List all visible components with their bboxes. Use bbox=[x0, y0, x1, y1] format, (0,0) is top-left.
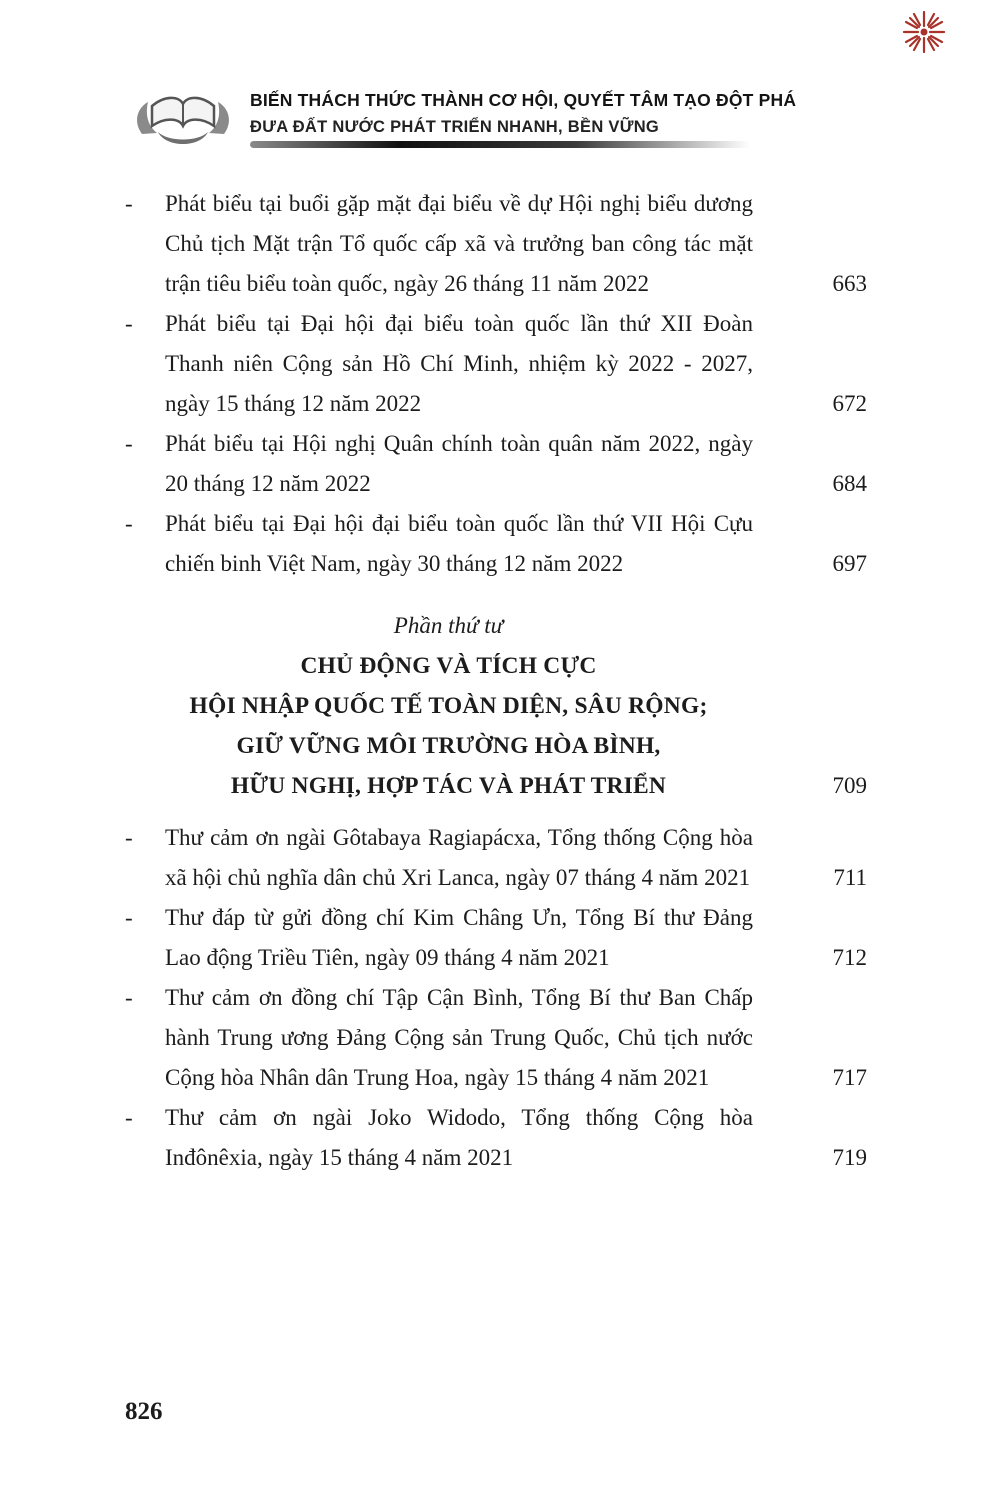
lotus-book-logo-icon bbox=[128, 82, 238, 152]
toc-entry-page: 717 bbox=[832, 1065, 867, 1090]
part-title-line: HỘI NHẬP QUỐC TẾ TOÀN DIỆN, SÂU RỘNG; bbox=[189, 693, 708, 719]
toc-entry bbox=[125, 184, 867, 304]
toc-entry bbox=[125, 978, 867, 1098]
part-page-number: 709 bbox=[832, 773, 867, 798]
toc-entry-title: Phát biểu tại buổi gặp mặt đại biểu về dự Hội nghị biểu dương Chủ tịch Mặt trận Tổ quốc cấp xã và trưởng ban công tác mặt trận tiêu biểu toàn quốc, ngày 26 tháng 11 năm 2022 bbox=[165, 191, 753, 296]
header-motto-line1: BIẾN THÁCH THỨC THÀNH CƠ HỘI, QUYẾT TÂM TẠO ĐỘT PHÁ bbox=[250, 90, 797, 110]
header-motto-line2: ĐƯA ĐẤT NƯỚC PHÁT TRIỂN NHANH, BỀN VỮNG bbox=[250, 118, 660, 136]
toc-entry-dash: - bbox=[125, 1105, 133, 1130]
toc-entry-page: 719 bbox=[832, 1145, 867, 1170]
toc-entry bbox=[125, 1098, 867, 1178]
toc-entry-page: 672 bbox=[832, 391, 867, 416]
header-text bbox=[250, 82, 796, 148]
toc-entry-title: Phát biểu tại Hội nghị Quân chính toàn quân năm 2022, ngày 20 tháng 12 năm 2022 bbox=[165, 431, 753, 496]
toc-entry-dash: - bbox=[125, 905, 133, 930]
part-title-line: HỮU NGHỊ, HỢP TÁC VÀ PHÁT TRIỂN bbox=[230, 773, 667, 799]
table-of-contents bbox=[125, 184, 867, 1178]
toc-entry-title: Thư cảm ơn đồng chí Tập Cận Bình, Tổng Bí thư Ban Chấp hành Trung ương Đảng Cộng sản Trung Quốc, Chủ tịch nước Cộng hòa Nhân dân Trung Hoa, ngày 15 tháng 4 năm 2021 bbox=[165, 985, 753, 1090]
red-star-emblem-icon bbox=[900, 8, 948, 56]
toc-entry-dash: - bbox=[125, 311, 133, 336]
toc-entry-page: 697 bbox=[832, 551, 867, 576]
part-heading bbox=[125, 606, 867, 806]
part-title-line: CHỦ ĐỘNG VÀ TÍCH CỰC bbox=[300, 653, 597, 679]
toc-entry bbox=[125, 818, 867, 898]
toc-entry-title: Phát biểu tại Đại hội đại biểu toàn quốc lần thứ VII Hội Cựu chiến binh Việt Nam, ngày 30 tháng 12 năm 2022 bbox=[165, 511, 753, 576]
toc-entry-page: 711 bbox=[833, 865, 867, 890]
toc-entry bbox=[125, 424, 867, 504]
toc-entry-page: 684 bbox=[832, 471, 867, 496]
toc-entry-dash: - bbox=[125, 511, 133, 536]
toc-entry bbox=[125, 898, 867, 978]
toc-entry bbox=[125, 504, 867, 584]
toc-entry-dash: - bbox=[125, 431, 133, 456]
header-gradient-rule bbox=[250, 141, 750, 148]
page-header bbox=[128, 82, 796, 152]
part-title-line: GIỮ VỮNG MÔI TRƯỜNG HÒA BÌNH, bbox=[236, 733, 661, 759]
toc-entry-dash: - bbox=[125, 985, 133, 1010]
toc-entry-title: Thư cảm ơn ngài Joko Widodo, Tổng thống Cộng hòa Inđônêxia, ngày 15 tháng 4 năm 2021 bbox=[165, 1105, 753, 1170]
toc-entry-page: 663 bbox=[832, 271, 867, 296]
toc-entry-dash: - bbox=[125, 825, 133, 850]
toc-entry-dash: - bbox=[125, 191, 133, 216]
toc-entry-title: Thư cảm ơn ngài Gôtabaya Ragiapácxa, Tổng thống Cộng hòa xã hội chủ nghĩa dân chủ Xri Lanca, ngày 07 tháng 4 năm 2021 bbox=[165, 825, 753, 890]
toc-entry-title: Thư đáp từ gửi đồng chí Kim Châng Ưn, Tổng Bí thư Đảng Lao động Triều Tiên, ngày 09 tháng 4 năm 2021 bbox=[165, 905, 753, 970]
toc-entry-title: Phát biểu tại Đại hội đại biểu toàn quốc lần thứ XII Đoàn Thanh niên Cộng sản Hồ Chí Minh, nhiệm kỳ 2022 - 2027, ngày 15 tháng 12 năm 2022 bbox=[165, 311, 753, 416]
toc-entry-page: 712 bbox=[832, 945, 867, 970]
folio-page-number: 826 bbox=[125, 1398, 163, 1425]
part-label: Phần thứ tư bbox=[393, 613, 504, 638]
toc-entry bbox=[125, 304, 867, 424]
